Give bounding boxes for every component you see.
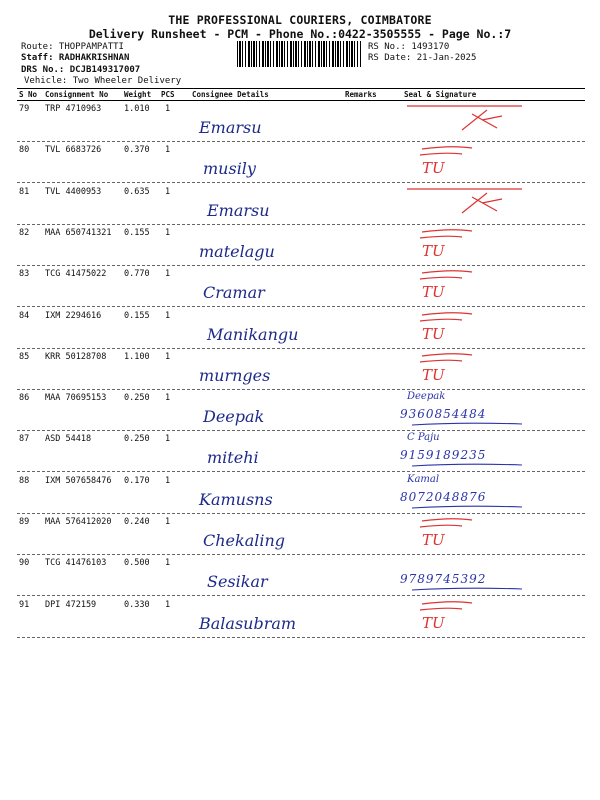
table-row bbox=[17, 100, 585, 142]
table-row bbox=[17, 596, 585, 638]
table-row bbox=[17, 389, 585, 431]
row-weight: 0.170 bbox=[124, 475, 150, 486]
row-consignment-no: KRR 50128708 bbox=[45, 351, 107, 362]
seal-signature-text: TU bbox=[422, 241, 445, 260]
table-row bbox=[17, 183, 585, 225]
row-consignment-no: MAA 576412020 bbox=[45, 517, 112, 527]
seal-signature-text: TU bbox=[422, 324, 445, 343]
row-pcs: 1 bbox=[165, 145, 171, 156]
pen-stroke bbox=[420, 271, 472, 279]
consignee-handwriting: Balasubram bbox=[199, 613, 297, 633]
row-sno: 88 bbox=[19, 475, 30, 486]
row-weight: 0.370 bbox=[124, 145, 150, 156]
row-consignment-no: IXM 507658476 bbox=[45, 475, 112, 486]
row-weight: 0.250 bbox=[124, 393, 150, 404]
pen-stroke bbox=[420, 147, 472, 155]
consignee-handwriting: Emarsu bbox=[207, 200, 270, 220]
staff-label: Staff: RADHAKRISHNAN bbox=[21, 53, 130, 63]
table-row bbox=[17, 224, 585, 266]
row-consignment-no: TVL 6683726 bbox=[45, 145, 102, 156]
signature-phone: 8072048876 bbox=[400, 489, 487, 504]
row-pcs: 1 bbox=[165, 599, 171, 610]
seal-signature-text: Kamal bbox=[407, 473, 440, 485]
pen-stroke bbox=[407, 189, 522, 213]
row-pcs: 1 bbox=[165, 186, 171, 197]
signature-strokes bbox=[402, 389, 582, 429]
row-weight: 0.770 bbox=[124, 269, 150, 280]
signature-strokes bbox=[402, 183, 582, 223]
row-sno: 84 bbox=[19, 310, 30, 321]
row-weight: 0.250 bbox=[124, 434, 150, 445]
row-sno: 79 bbox=[19, 104, 30, 114]
seal-signature-text: TU bbox=[422, 365, 445, 384]
pen-stroke bbox=[412, 465, 522, 467]
row-sno: 89 bbox=[19, 517, 30, 527]
row-weight: 0.635 bbox=[124, 186, 150, 197]
seal-signature-text: TU bbox=[422, 613, 445, 632]
rs-date-label: RS Date: 21-Jan-2025 bbox=[368, 53, 477, 63]
row-pcs: 1 bbox=[165, 104, 171, 114]
row-weight: 1.010 bbox=[124, 104, 150, 114]
seal-signature-text: TU bbox=[422, 283, 445, 302]
signature-strokes bbox=[402, 430, 582, 470]
signature-strokes bbox=[402, 141, 582, 181]
route-label: Route: THOPPAMPATTI bbox=[21, 42, 124, 52]
drs-label: DRS No.: DCJB149317007 bbox=[21, 65, 141, 75]
row-weight: 0.155 bbox=[124, 310, 150, 321]
row-sno: 91 bbox=[19, 599, 30, 610]
consignee-handwriting: mitehi bbox=[207, 448, 259, 468]
runsheet-subtitle: Delivery Runsheet - PCM - Phone No.:0422-3505555 - Page No.:7 bbox=[88, 27, 512, 41]
signature-strokes bbox=[402, 100, 582, 140]
col-seal: Seal & Signature bbox=[404, 90, 477, 99]
table-row bbox=[17, 348, 585, 390]
pen-stroke bbox=[412, 588, 522, 590]
row-consignment-no: MAA 650741321 bbox=[45, 227, 112, 238]
col-weight: Weight bbox=[124, 90, 152, 99]
seal-signature-text: Deepak bbox=[407, 391, 446, 403]
signature-phone: 9360854484 bbox=[400, 407, 487, 422]
consignee-handwriting: Sesikar bbox=[207, 572, 268, 592]
row-consignment-no: TCG 41475022 bbox=[45, 269, 107, 280]
table-row bbox=[17, 430, 585, 472]
row-sno: 82 bbox=[19, 227, 30, 238]
row-sno: 85 bbox=[19, 351, 30, 362]
signature-strokes bbox=[402, 596, 582, 636]
row-pcs: 1 bbox=[165, 558, 171, 569]
pen-stroke bbox=[407, 106, 522, 130]
row-consignment-no: DPI 472159 bbox=[45, 599, 97, 610]
col-pcs: PCS bbox=[161, 90, 175, 99]
row-sno: 86 bbox=[19, 393, 30, 404]
pen-stroke bbox=[412, 423, 522, 425]
row-consignment-no: TCG 41476103 bbox=[45, 558, 107, 569]
signature-strokes bbox=[402, 265, 582, 305]
row-pcs: 1 bbox=[165, 434, 171, 445]
row-weight: 0.500 bbox=[124, 558, 150, 569]
table-row bbox=[17, 141, 585, 183]
pen-stroke bbox=[420, 354, 472, 362]
consignee-handwriting: Deepak bbox=[203, 407, 265, 427]
table-row bbox=[17, 307, 585, 349]
pen-stroke bbox=[420, 519, 472, 527]
row-consignment-no: IXM 2294616 bbox=[45, 310, 102, 321]
row-pcs: 1 bbox=[165, 393, 171, 404]
consignee-handwriting: musily bbox=[203, 159, 256, 179]
col-consignment: Consignment No bbox=[45, 90, 109, 99]
row-consignment-no: TVL 4400953 bbox=[45, 186, 102, 197]
consignee-handwriting: Manikangu bbox=[207, 324, 299, 344]
pen-stroke bbox=[420, 601, 472, 609]
row-sno: 87 bbox=[19, 434, 30, 445]
signature-strokes bbox=[402, 307, 582, 347]
row-weight: 0.155 bbox=[124, 227, 150, 238]
col-sno: S No bbox=[19, 90, 38, 99]
signature-strokes bbox=[402, 348, 582, 388]
row-sno: 90 bbox=[19, 558, 30, 569]
signature-strokes bbox=[402, 472, 582, 512]
consignee-handwriting: murnges bbox=[199, 365, 271, 385]
consignee-handwriting: Kamusns bbox=[199, 489, 273, 509]
table-row bbox=[17, 554, 585, 596]
row-consignment-no: TRP 4710963 bbox=[45, 104, 102, 114]
row-pcs: 1 bbox=[165, 351, 171, 362]
row-pcs: 1 bbox=[165, 269, 171, 280]
row-pcs: 1 bbox=[165, 517, 171, 527]
signature-phone: 9159189235 bbox=[400, 448, 487, 463]
pen-stroke bbox=[420, 230, 472, 238]
table-row bbox=[17, 265, 585, 307]
row-weight: 0.330 bbox=[124, 599, 150, 610]
consignee-handwriting: Chekaling bbox=[203, 531, 286, 550]
consignee-handwriting: Cramar bbox=[203, 283, 265, 303]
row-weight: 1.100 bbox=[124, 351, 150, 362]
company-title: THE PROFESSIONAL COURIERS, COIMBATORE bbox=[168, 13, 432, 27]
row-sno: 81 bbox=[19, 186, 30, 197]
row-consignment-no: ASD 54418 bbox=[45, 434, 92, 445]
pen-stroke bbox=[420, 312, 472, 320]
row-sno: 83 bbox=[19, 269, 30, 280]
signature-phone: 9789745392 bbox=[400, 572, 487, 587]
consignee-handwriting: Emarsu bbox=[199, 118, 262, 137]
vehicle-label: Vehicle: Two Wheeler Delivery bbox=[24, 76, 182, 86]
barcode-image bbox=[237, 41, 361, 67]
row-pcs: 1 bbox=[165, 310, 171, 321]
table-row bbox=[17, 472, 585, 514]
rs-no-label: RS No.: 1493170 bbox=[368, 42, 450, 52]
signature-strokes bbox=[402, 224, 582, 264]
consignee-handwriting: matelagu bbox=[199, 241, 275, 261]
signature-strokes bbox=[402, 513, 582, 553]
seal-signature-text: C Paju bbox=[407, 432, 440, 444]
seal-signature-text: TU bbox=[422, 531, 445, 549]
seal-signature-text: TU bbox=[422, 159, 445, 178]
col-consignee: Consignee Details bbox=[192, 90, 269, 99]
row-pcs: 1 bbox=[165, 475, 171, 486]
row-weight: 0.240 bbox=[124, 517, 150, 527]
col-remarks: Remarks bbox=[345, 90, 377, 99]
pen-stroke bbox=[412, 506, 522, 508]
row-pcs: 1 bbox=[165, 227, 171, 238]
row-sno: 80 bbox=[19, 145, 30, 156]
row-consignment-no: MAA 70695153 bbox=[45, 393, 107, 404]
signature-strokes bbox=[402, 554, 582, 594]
table-row bbox=[17, 513, 585, 555]
